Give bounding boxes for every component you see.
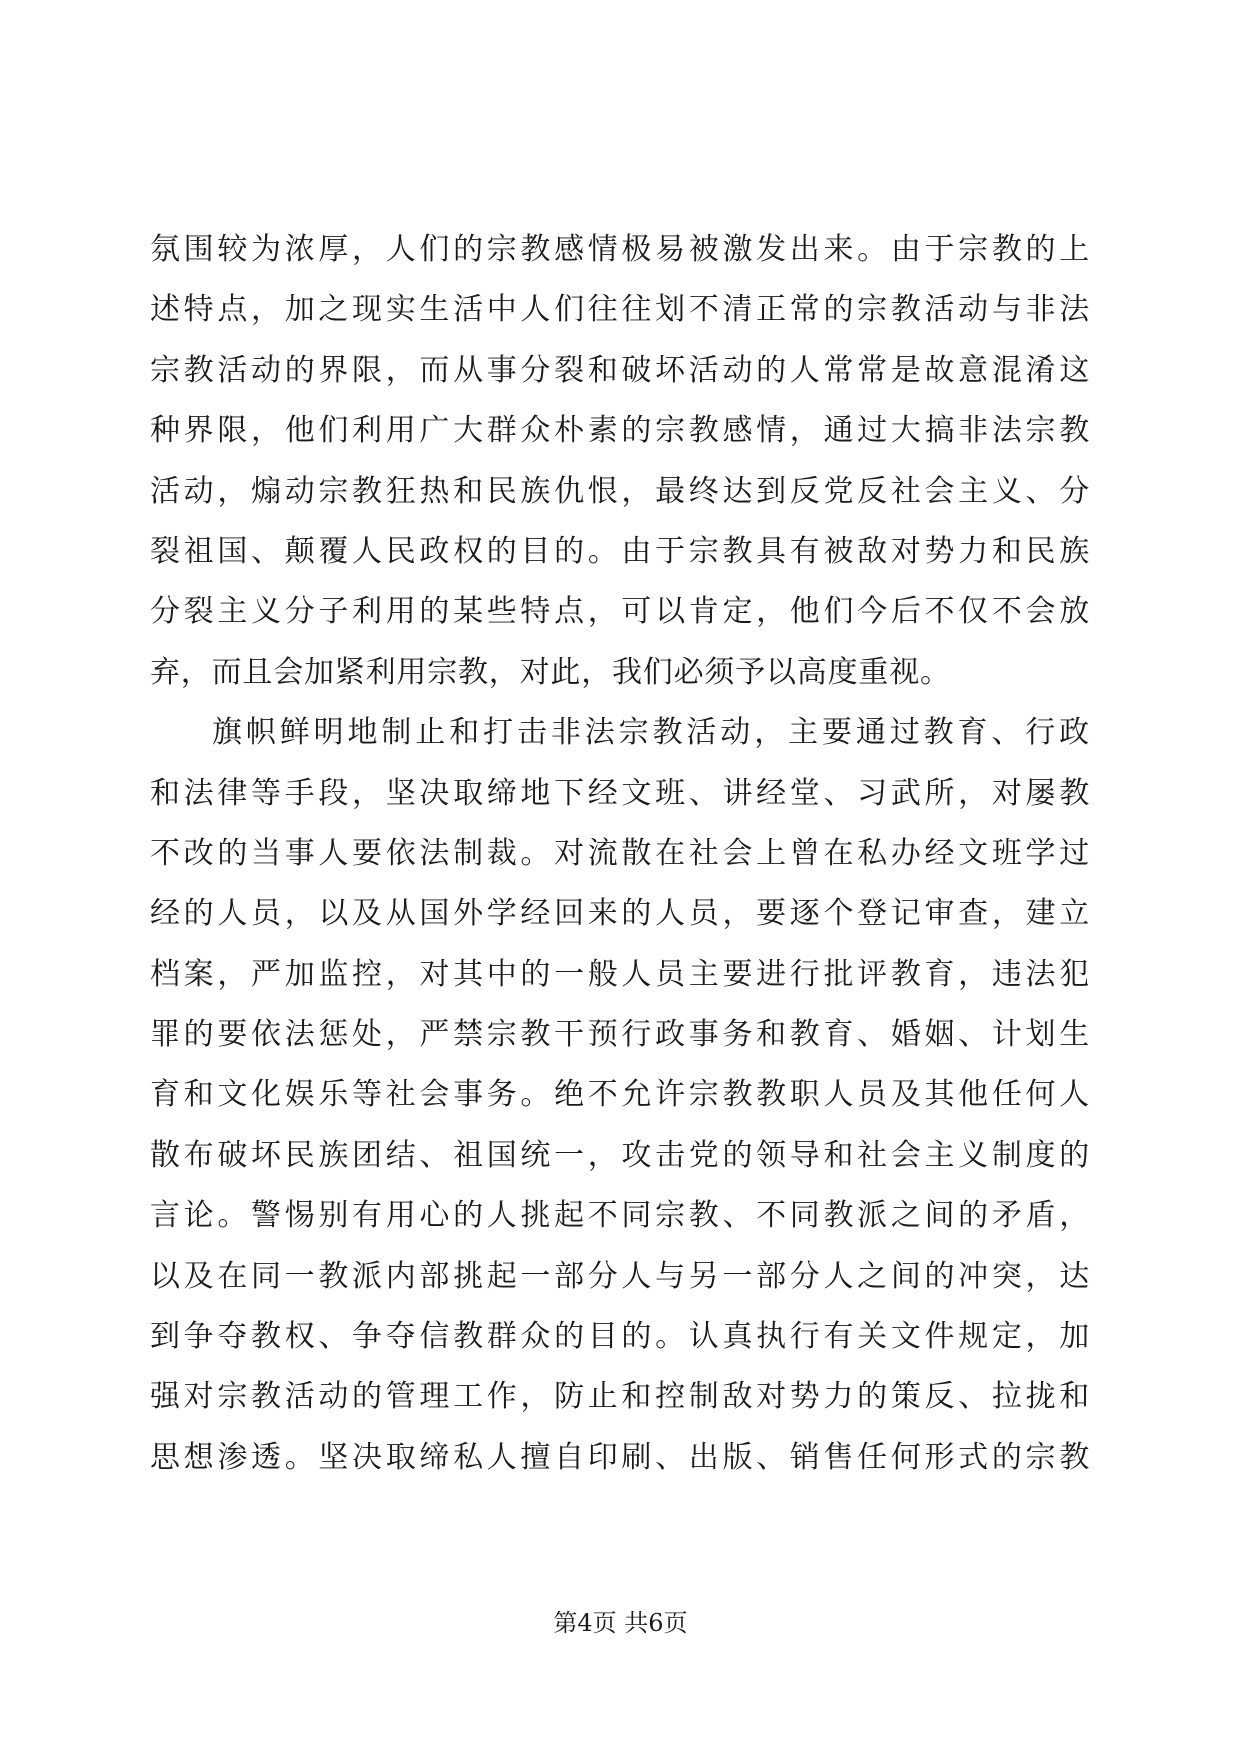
text-line: 活动，煽动宗教狂热和民族仇恨，最终达到反党反社会主义、分 [150, 473, 1090, 509]
text-line: 言论。警惕别有用心的人挑起不同宗教、不同教派之间的矛盾， [150, 1198, 1090, 1234]
text-line: 述特点，加之现实生活中人们往往划不清正常的宗教活动与非法 [150, 292, 1090, 328]
text-line: 分裂主义分子利用的某些特点，可以肯定，他们今后不仅不会放 [150, 594, 1090, 630]
text-line: 罪的要依法惩处，严禁宗教干预行政事务和教育、婚姻、计划生 [150, 1017, 1090, 1053]
text-line: 散布破坏民族团结、祖国统一，攻击党的领导和社会主义制度的 [150, 1137, 1090, 1173]
text-line: 强对宗教活动的管理工作，防止和控制敌对势力的策反、拉拢和 [150, 1379, 1090, 1415]
text-line: 裂祖国、颠覆人民政权的目的。由于宗教具有被敌对势力和民族 [150, 533, 1090, 569]
text-line: 以及在同一教派内部挑起一部分人与另一部分人之间的冲突，达 [150, 1258, 1090, 1294]
text-line: 和法律等手段，坚决取缔地下经文班、讲经堂、习武所，对屡教 [150, 775, 1090, 811]
body-text [150, 220, 1090, 1488]
text-line: 育和文化娱乐等社会事务。绝不允许宗教教职人员及其他任何人 [150, 1077, 1090, 1113]
text-line: 档案，严加监控，对其中的一般人员主要进行批评教育，违法犯 [150, 956, 1090, 992]
text-line: 到争夺教权、争夺信教群众的目的。认真执行有关文件规定，加 [150, 1319, 1090, 1355]
text-line: 不改的当事人要依法制裁。对流散在社会上曾在私办经文班学过 [150, 835, 1090, 871]
text-line: 宗教活动的界限，而从事分裂和破坏活动的人常常是故意混淆这 [150, 352, 1090, 388]
text-line: 旗帜鲜明地制止和打击非法宗教活动，主要通过教育、行政 [212, 715, 1090, 751]
text-line: 弃，而且会加紧利用宗教，对此，我们必须予以高度重视。 [150, 654, 951, 690]
text-line: 思想渗透。坚决取缔私人擅自印刷、出版、销售任何形式的宗教 [150, 1439, 1090, 1475]
text-line: 氛围较为浓厚，人们的宗教感情极易被激发出来。由于宗教的上 [150, 232, 1090, 267]
text-line: 经的人员，以及从国外学经回来的人员，要逐个登记审查，建立 [150, 896, 1090, 932]
text-line: 种界限，他们利用广大群众朴素的宗教感情，通过大搞非法宗教 [150, 413, 1090, 449]
page-footer: 第4页 共6页 [553, 1609, 688, 1637]
